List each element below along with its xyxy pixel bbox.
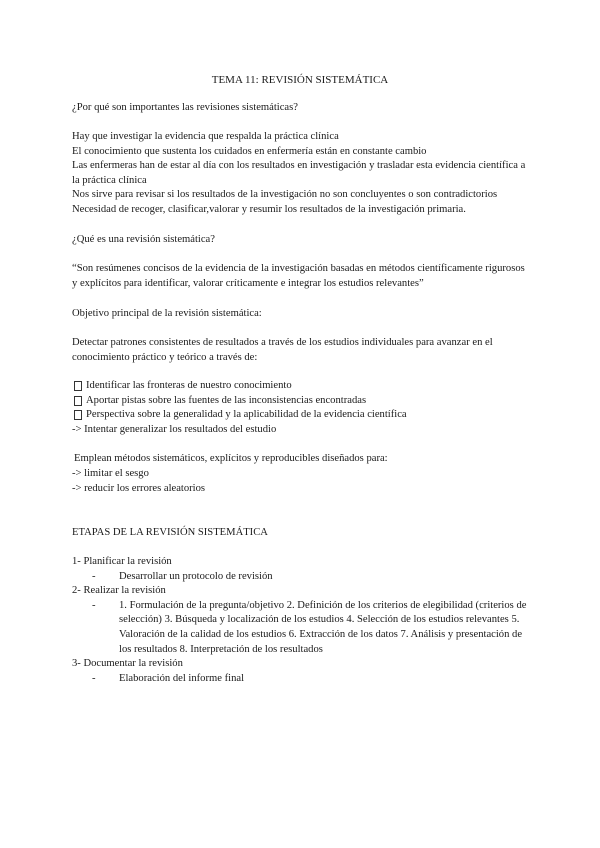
definition-text: “Son resúmenes concisos de la evidencia de la investigación basadas en métodos científicamente rigurosos y explícitos para identificar, valorar críticamente e integrar los estudios relevantes” xyxy=(72,263,525,289)
checkbox-icon xyxy=(74,381,82,391)
reason-line: Las enfermeras han de estar al día con los resultados en investigación y trasladar esta evidencia científica a la práctica clínica xyxy=(72,160,526,186)
stage-subitem xyxy=(72,672,528,687)
objective-text: Detectar patrones consistentes de resultados a través de los estudios individuales para avanzar en el conocimiento práctico y teórico a través de: xyxy=(72,337,493,363)
question-definition xyxy=(72,233,528,248)
stage-subitem xyxy=(72,599,528,657)
arrow-line: -> limitar el sesgo xyxy=(72,468,149,479)
objective-description xyxy=(72,336,528,365)
dash-bullet: - xyxy=(92,599,96,611)
arrow-line: -> reducir los errores aleatorios xyxy=(72,482,206,494)
arrow-line: -> Intentar generalizar los resultados del estudio xyxy=(72,423,277,435)
stage-title: 2- Realizar la revisión xyxy=(72,585,166,597)
stage-subitem xyxy=(72,570,528,585)
list-item xyxy=(72,408,528,423)
page-title: TEMA 11: REVISIÓN SISTEMÁTICA xyxy=(211,74,389,86)
checkbox-icon xyxy=(74,396,82,406)
dash-bullet: - xyxy=(92,570,96,582)
list-item-text: Perspectiva sobre la generalidad y la aplicabilidad de la evidencia científica xyxy=(86,409,407,421)
stage-subitem-text: Elaboración del informe final xyxy=(119,672,245,684)
question-heading: ¿Qué es una revisión sistemática? xyxy=(72,234,215,245)
objective-list xyxy=(72,379,528,437)
section-heading: ETAPAS DE LA REVISIÓN SISTEMÁTICA xyxy=(72,527,268,538)
stage-subitem-text: Desarrollar un protocolo de revisión xyxy=(119,570,273,582)
stage-title: 1- Planificar la revisión xyxy=(72,556,172,567)
list-item-text: Aportar pistas sobre las fuentes de las inconsistencias encontradas xyxy=(86,394,367,406)
methods-intro: Emplean métodos sistemáticos, explícitos y reproducibles diseñados para: xyxy=(74,453,388,464)
stage-subitem-text: 1. Formulación de la pregunta/objetivo 2. Definición de los criterios de elegibilidad (criterios de selección) 3. Búsqueda y localización de los estudios 4. Selección de los estudios relevantes 5. Valoración de la calidad de los estudios 6. Extracción de los datos 7. Análisis y presentación de los resultados 8. Interpretación de los resultados xyxy=(119,599,527,655)
reason-line: Hay que investigar la evidencia que respalda la práctica clínica xyxy=(72,131,339,142)
reason-line: El conocimiento que sustenta los cuidados en enfermería están en constante cambio xyxy=(72,145,427,157)
question-importance xyxy=(72,101,528,116)
list-item-text: Identificar las fronteras de nuestro conocimiento xyxy=(86,380,292,391)
stages-list xyxy=(72,555,528,686)
objective-section xyxy=(72,307,528,322)
stage-title: 3- Documentar la revisión xyxy=(72,658,183,670)
reasons-list xyxy=(72,130,528,218)
definition-quote xyxy=(72,262,528,291)
methods-section xyxy=(74,452,530,467)
objective-heading: Objetivo principal de la revisión sistemática: xyxy=(72,308,262,319)
list-item xyxy=(72,394,528,409)
stages-section xyxy=(72,526,528,541)
methods-list xyxy=(72,467,528,496)
reason-line: Nos sirve para revisar si los resultados de la investigación no son concluyentes o son contradictorios xyxy=(72,189,498,201)
dash-bullet: - xyxy=(92,672,96,684)
reason-line: Necesidad de recoger, clasificar,valorar y resumir los resultados de la investigación primaria. xyxy=(72,203,466,215)
list-item xyxy=(72,379,528,394)
checkbox-icon xyxy=(74,410,82,420)
question-heading: ¿Por qué son importantes las revisiones sistemáticas? xyxy=(72,102,298,113)
